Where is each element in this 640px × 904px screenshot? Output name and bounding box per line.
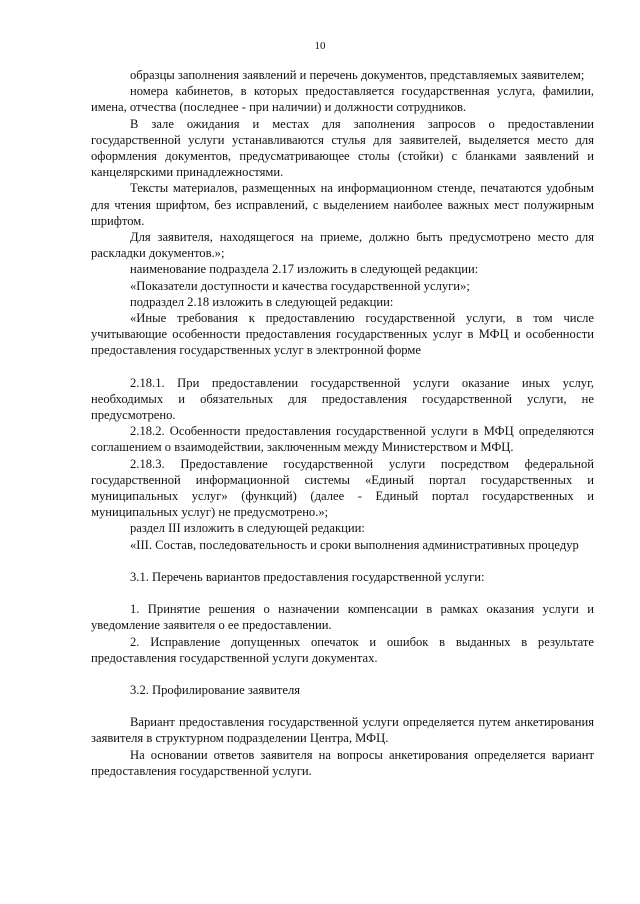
paragraph: «Показатели доступности и качества государственной услуги»;: [130, 278, 470, 293]
variant-item-1: 1. Принятие решения о назначении компенсации в рамках оказания услуги и уведомление заявителя о ее предоставлении.: [91, 602, 594, 633]
section-2-18-3: 2.18.3. Предоставление государственной услуги посредством федеральной государственной информационной системы «Единый портал государственных и муниципальных услуг» (функций) (далее - Единый портал государственных и муниципальных услуг) не предусмотрено.»;: [91, 456, 594, 520]
paragraph: В зале ожидания и местах для заполнения запросов о предоставлении государственной услуги устанавливаются стулья для заявителей, выделяется место для оформления документов, предусматривающее столы (стойки) с бланками заявлений и канцелярскими принадлежностями.: [91, 116, 594, 180]
paragraph: Тексты материалов, размещенных на информационном стенде, печатаются удобным для чтения шрифтом, без исправлений, с выделением наиболее важных мест полужирным шрифтом.: [91, 181, 594, 228]
paragraph: раздел III изложить в следующей редакции:: [130, 521, 365, 536]
paragraph: подраздел 2.18 изложить в следующей редакции:: [130, 294, 394, 309]
paragraph: Вариант предоставления государственной услуги определяется путем анкетирования заявителя в структурном подразделении Центра, МФЦ.: [91, 715, 594, 746]
paragraph: Для заявителя, находящегося на приеме, должно быть предусмотрено место для раскладки документов.»;: [91, 230, 594, 261]
section-2-18-1: 2.18.1. При предоставлении государственной услуги оказание иных услуг, необходимых и обязательных для предоставления государственной услуги, не предусмотрено.: [91, 375, 594, 423]
paragraph: номера кабинетов, в которых предоставляется государственная услуга, фамилии, имена, отчества (последнее - при наличии) и должности сотрудников.: [91, 84, 594, 115]
paragraph: наименование подраздела 2.17 изложить в следующей редакции:: [130, 262, 479, 277]
section-3-1-heading: 3.1. Перечень вариантов предоставления государственной услуги:: [130, 569, 485, 584]
paragraph: «Иные требования к предоставлению государственной услуги, в том числе учитывающие особенности предоставления государственных услуг в МФЦ и особенности предоставления государственных услуг в электронной форме: [91, 311, 594, 358]
section-2-18-2: 2.18.2. Особенности предоставления государственной услуги в МФЦ определяются соглашением о взаимодействии, заключенным между Министерством и МФЦ.: [91, 424, 594, 455]
paragraph: На основании ответов заявителя на вопросы анкетирования определяется вариант предоставления государственной услуги.: [91, 747, 594, 778]
paragraph: образцы заполнения заявлений и перечень документов, представляемых заявителем;: [130, 68, 585, 82]
page-number: 10: [314, 40, 326, 52]
document-body: [91, 67, 594, 779]
section-iii-heading: «III. Состав, последовательность и сроки выполнения административных процедур: [130, 537, 579, 552]
variant-item-2: 2. Исправление допущенных опечаток и ошибок в выданных в результате предоставления государственной услуги документах.: [91, 634, 594, 665]
section-3-2-heading: 3.2. Профилирование заявителя: [130, 682, 301, 697]
